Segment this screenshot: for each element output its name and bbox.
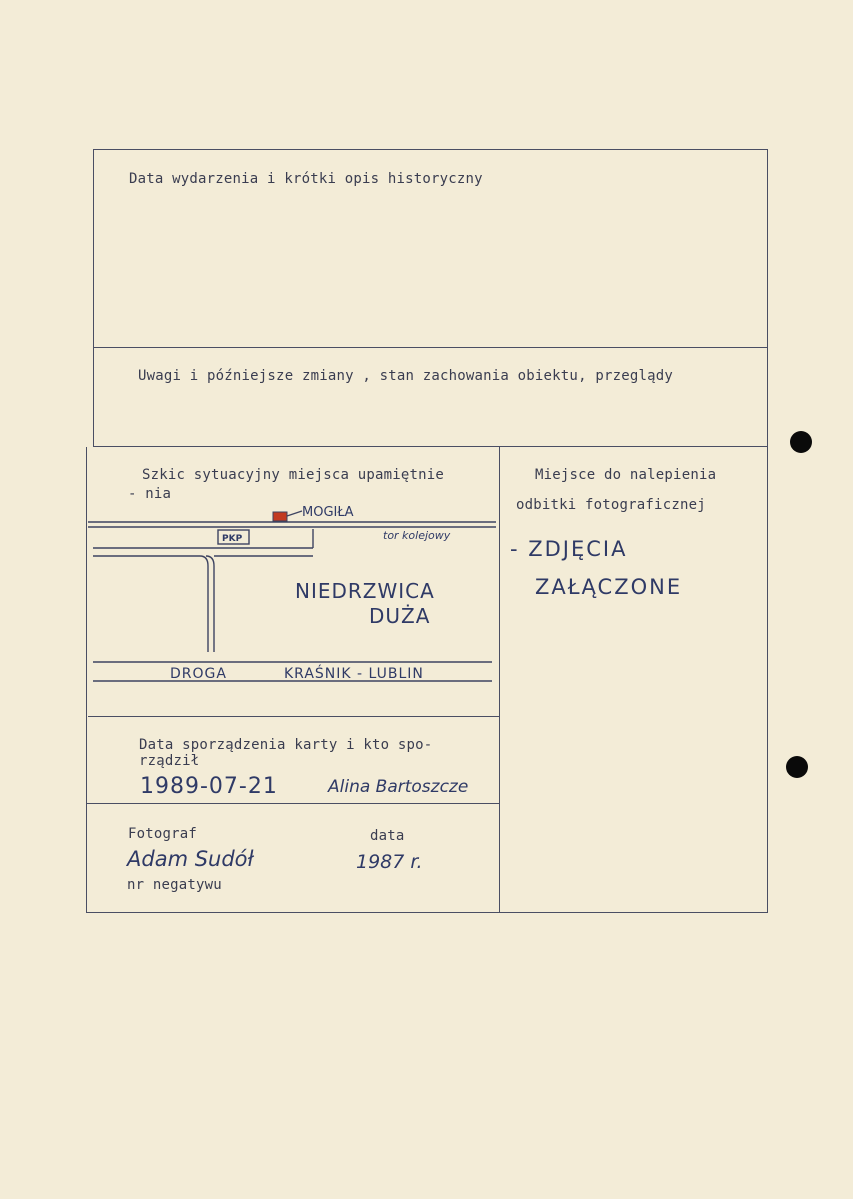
divider-prepared: [86, 803, 499, 804]
map-label-town-line2: DUŻA: [369, 604, 431, 628]
photo-date-value: 1987 r.: [356, 851, 423, 873]
photographer-label: Fotograf: [128, 826, 198, 842]
photo-note-line1: - ZDJĘCIA: [510, 537, 628, 561]
photo-date-label: data: [370, 828, 405, 844]
divider-event: [93, 347, 767, 348]
remarks-label: Uwagi i późniejsze zmiany , stan zachowania obiektu, przeglądy: [138, 368, 673, 384]
prepared-author-signature: Alina Bartoszcze: [328, 777, 469, 797]
photographer-name: Adam Sudół: [127, 847, 254, 871]
photo-note-line2: ZAŁĄCZONE: [535, 575, 683, 599]
prepared-label-line1: Data sporządzenia karty i kto spo-: [139, 737, 433, 753]
map-label-road-route: KRAŚNIK - LUBLIN: [284, 666, 424, 682]
prepared-label-line2: rządził: [139, 753, 200, 769]
situational-sketch-map: [88, 498, 498, 688]
grave-marker-icon: [273, 512, 287, 521]
left-border-lower: [86, 447, 87, 912]
divider-remarks: [93, 446, 767, 447]
left-border: [93, 149, 94, 447]
road-left-vertical: [200, 556, 208, 652]
sketch-label-line2: - nia: [128, 486, 172, 502]
binder-hole-bottom: [786, 756, 808, 778]
binder-hole-top: [790, 431, 812, 453]
map-label-railway: tor kolejowy: [383, 529, 451, 542]
bottom-border: [86, 912, 768, 913]
top-border: [93, 149, 767, 150]
divider-sketch-bottom: [88, 716, 499, 717]
map-label-pkp: PKP: [222, 534, 243, 544]
map-label-road: DROGA: [170, 666, 227, 682]
event-label: Data wydarzenia i krótki opis historyczny: [129, 171, 483, 187]
map-label-mogila: MOGIŁA: [302, 505, 354, 520]
column-divider: [499, 447, 500, 913]
sketch-label-line1: Szkic sytuacyjny miejsca upamiętnie: [142, 467, 445, 483]
right-border: [767, 149, 768, 913]
negative-number-label: nr negatywu: [127, 877, 222, 893]
photo-label-line2: odbitki fotograficznej: [516, 497, 706, 513]
road-left-vertical-2: [206, 556, 214, 652]
prepared-date: 1989-07-21: [140, 774, 278, 799]
photo-label-line1: Miejsce do nalepienia: [535, 467, 717, 483]
map-label-town-line1: NIEDRZWICA: [295, 579, 435, 603]
